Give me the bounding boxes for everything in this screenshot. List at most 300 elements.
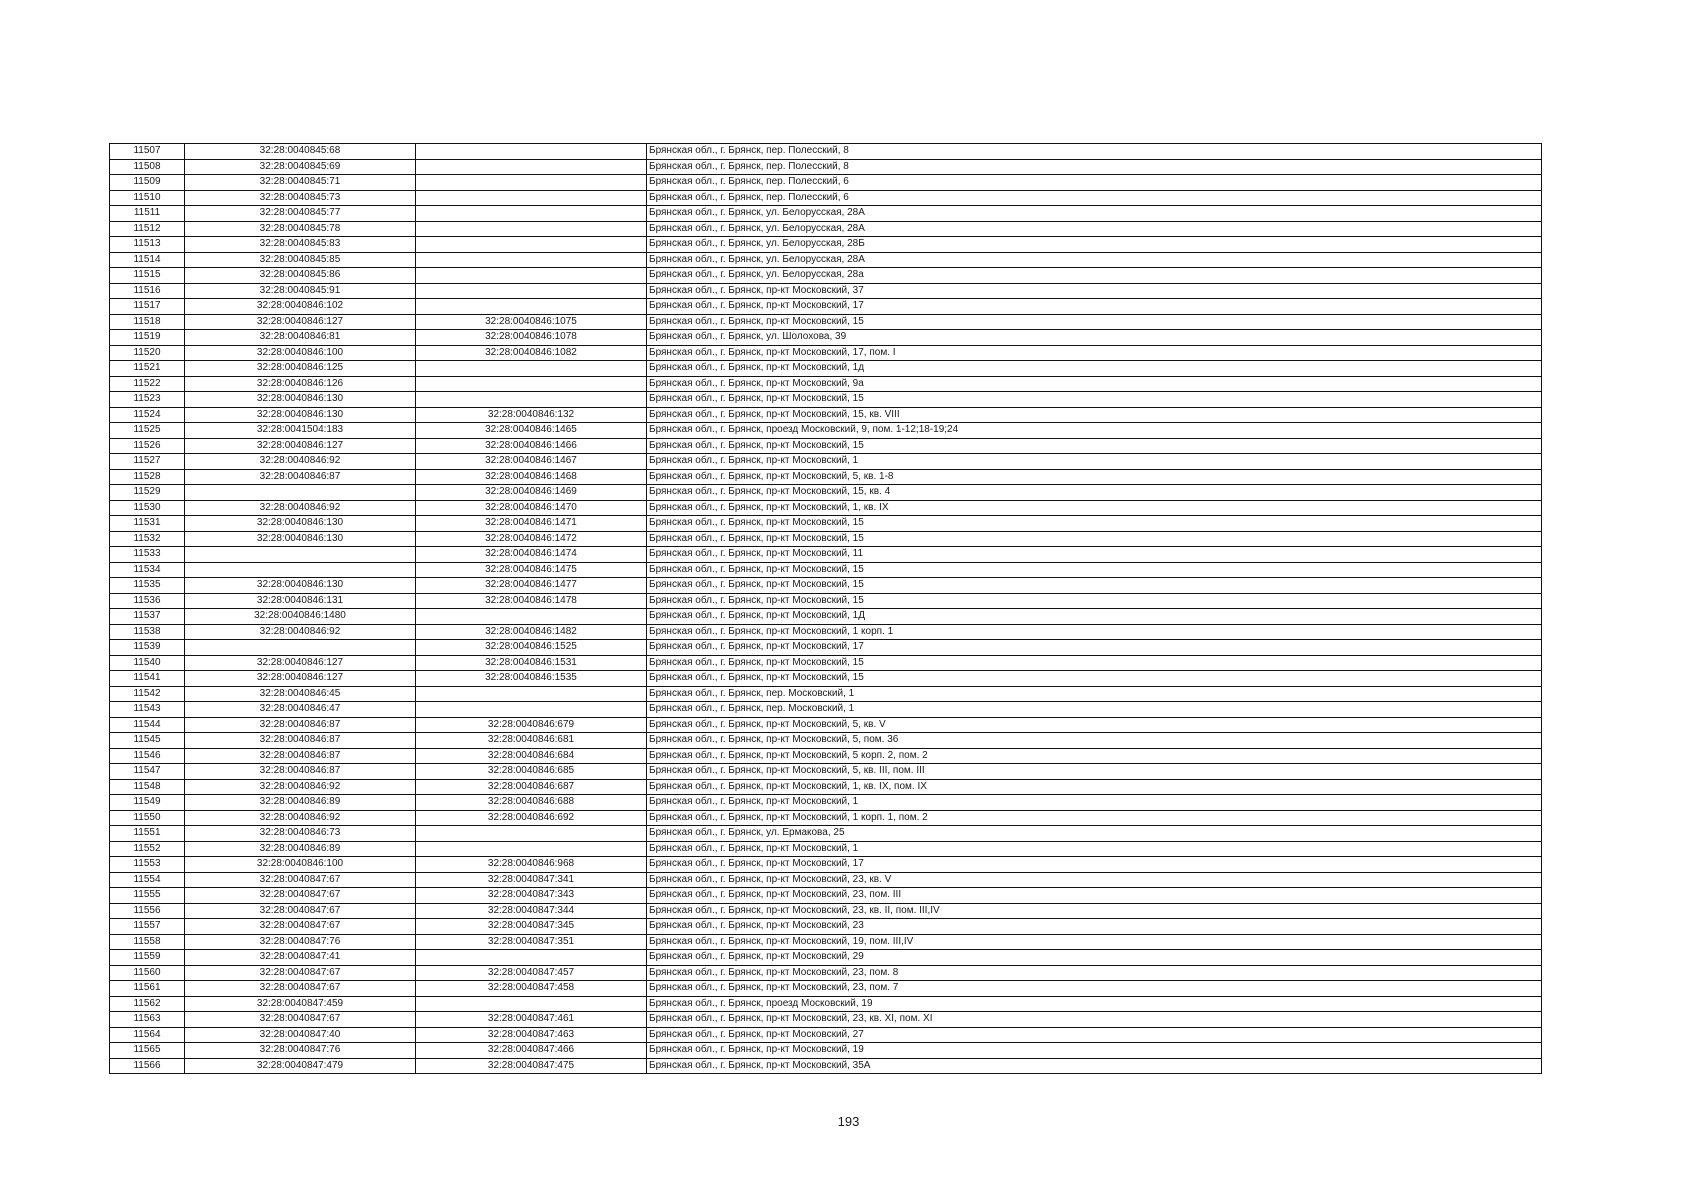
land-parcel-number-cell: 32:28:0040845:91 [185,283,416,299]
object-number-cell: 32:28:0040846:1467 [416,454,647,470]
land-parcel-number-cell: 32:28:0040845:73 [185,190,416,206]
land-parcel-number-cell: 32:28:0040847:40 [185,1027,416,1043]
land-parcel-number-cell: 32:28:0040845:77 [185,206,416,222]
address-cell: Брянская обл., г. Брянск, ул. Белорусская, 28Б [647,237,1542,253]
table-row [110,392,1542,408]
object-number-cell: 32:28:0040846:1075 [416,314,647,330]
row-number-cell: 11563 [110,1012,185,1028]
object-number-cell: 32:28:0040847:345 [416,919,647,935]
land-parcel-number-cell: 32:28:0040846:127 [185,314,416,330]
address-cell: Брянская обл., г. Брянск, ул. Белорусская, 28А [647,221,1542,237]
land-parcel-number-cell: 32:28:0040845:86 [185,268,416,284]
address-cell: Брянская обл., г. Брянск, пр-кт Московский, 17 [647,857,1542,873]
object-number-cell: 32:28:0040846:1478 [416,593,647,609]
table-row [110,361,1542,377]
object-number-cell [416,190,647,206]
land-parcel-number-cell: 32:28:0040846:130 [185,392,416,408]
land-parcel-number-cell: 32:28:0040846:130 [185,578,416,594]
object-number-cell: 32:28:0040846:1475 [416,562,647,578]
address-cell: Брянская обл., г. Брянск, пр-кт Московский, 23, пом. 8 [647,965,1542,981]
table-row [110,423,1542,439]
table-row [110,578,1542,594]
land-parcel-number-cell: 32:28:0040846:47 [185,702,416,718]
object-number-cell [416,841,647,857]
row-number-cell: 11543 [110,702,185,718]
land-parcel-number-cell: 32:28:0040846:1480 [185,609,416,625]
address-cell: Брянская обл., г. Брянск, пр-кт Московский, 37 [647,283,1542,299]
row-number-cell: 11525 [110,423,185,439]
address-cell: Брянская обл., г. Брянск, пр-кт Московский, 1 [647,795,1542,811]
object-number-cell: 32:28:0040846:1082 [416,345,647,361]
object-number-cell [416,206,647,222]
row-number-cell: 11562 [110,996,185,1012]
land-parcel-number-cell: 32:28:0040846:131 [185,593,416,609]
row-number-cell: 11523 [110,392,185,408]
table-row [110,547,1542,563]
table-row [110,221,1542,237]
table-row [110,283,1542,299]
address-cell: Брянская обл., г. Брянск, пр-кт Московский, 11 [647,547,1542,563]
table-row [110,144,1542,160]
object-number-cell: 32:28:0040846:684 [416,748,647,764]
page-number: 193 [837,1114,860,1129]
table-row [110,500,1542,516]
row-number-cell: 11515 [110,268,185,284]
land-parcel-number-cell: 32:28:0040847:76 [185,934,416,950]
land-parcel-number-cell: 32:28:0040846:87 [185,748,416,764]
table-row [110,717,1542,733]
row-number-cell: 11533 [110,547,185,563]
address-cell: Брянская обл., г. Брянск, пер. Полесский, 6 [647,190,1542,206]
row-number-cell: 11539 [110,640,185,656]
address-cell: Брянская обл., г. Брянск, пр-кт Московский, 15, кв. 4 [647,485,1542,501]
land-parcel-number-cell: 32:28:0040846:130 [185,531,416,547]
object-number-cell: 32:28:0040847:466 [416,1043,647,1059]
address-cell: Брянская обл., г. Брянск, проезд Московский, 19 [647,996,1542,1012]
table-row [110,888,1542,904]
row-number-cell: 11517 [110,299,185,315]
table-row [110,795,1542,811]
land-parcel-number-cell: 32:28:0040846:127 [185,655,416,671]
table-row [110,454,1542,470]
object-number-cell [416,361,647,377]
row-number-cell: 11564 [110,1027,185,1043]
address-cell: Брянская обл., г. Брянск, пр-кт Московский, 19 [647,1043,1542,1059]
object-number-cell: 32:28:0040846:1525 [416,640,647,656]
table-row [110,407,1542,423]
table-row [110,655,1542,671]
row-number-cell: 11527 [110,454,185,470]
object-number-cell: 32:28:0040847:458 [416,981,647,997]
object-number-cell: 32:28:0040846:1477 [416,578,647,594]
data-table [109,143,1542,1074]
row-number-cell: 11555 [110,888,185,904]
row-number-cell: 11518 [110,314,185,330]
table-row [110,903,1542,919]
land-parcel-number-cell: 32:28:0040846:89 [185,841,416,857]
object-number-cell [416,826,647,842]
table-row [110,702,1542,718]
row-number-cell: 11558 [110,934,185,950]
address-cell: Брянская обл., г. Брянск, пр-кт Московский, 23, пом. III [647,888,1542,904]
address-cell: Брянская обл., г. Брянск, пр-кт Московский, 1, кв. IX [647,500,1542,516]
land-parcel-number-cell: 32:28:0040846:92 [185,454,416,470]
object-number-cell: 32:28:0040846:681 [416,733,647,749]
land-parcel-number-cell: 32:28:0040847:479 [185,1058,416,1074]
land-parcel-number-cell: 32:28:0040846:100 [185,857,416,873]
row-number-cell: 11519 [110,330,185,346]
object-number-cell [416,175,647,191]
land-parcel-number-cell: 32:28:0040846:87 [185,469,416,485]
address-cell: Брянская обл., г. Брянск, пр-кт Московский, 15, кв. VIII [647,407,1542,423]
land-parcel-number-cell: 32:28:0040846:92 [185,624,416,640]
address-cell: Брянская обл., г. Брянск, пр-кт Московский, 23, кв. II, пом. III,IV [647,903,1542,919]
land-parcel-number-cell: 32:28:0040846:100 [185,345,416,361]
land-parcel-number-cell: 32:28:0040846:92 [185,810,416,826]
land-parcel-number-cell: 32:28:0040847:67 [185,965,416,981]
table-row [110,934,1542,950]
object-number-cell: 32:28:0040846:1531 [416,655,647,671]
row-number-cell: 11535 [110,578,185,594]
land-parcel-number-cell [185,485,416,501]
row-number-cell: 11522 [110,376,185,392]
land-parcel-number-cell: 32:28:0040845:78 [185,221,416,237]
row-number-cell: 11511 [110,206,185,222]
land-parcel-number-cell: 32:28:0040846:92 [185,500,416,516]
row-number-cell: 11510 [110,190,185,206]
object-number-cell [416,159,647,175]
row-number-cell: 11536 [110,593,185,609]
address-cell: Брянская обл., г. Брянск, проезд Московский, 9, пом. 1-12;18-19;24 [647,423,1542,439]
row-number-cell: 11530 [110,500,185,516]
object-number-cell [416,283,647,299]
row-number-cell: 11508 [110,159,185,175]
object-number-cell [416,299,647,315]
address-cell: Брянская обл., г. Брянск, пр-кт Московский, 1Д [647,609,1542,625]
table-row [110,748,1542,764]
address-cell: Брянская обл., г. Брянск, пр-кт Московский, 15 [647,314,1542,330]
object-number-cell: 32:28:0040846:1469 [416,485,647,501]
row-number-cell: 11520 [110,345,185,361]
object-number-cell [416,376,647,392]
row-number-cell: 11550 [110,810,185,826]
table-row [110,531,1542,547]
table-row [110,671,1542,687]
land-parcel-number-cell: 32:28:0040846:87 [185,733,416,749]
row-number-cell: 11542 [110,686,185,702]
land-parcel-number-cell: 32:28:0040846:73 [185,826,416,842]
table-row [110,562,1542,578]
object-number-cell [416,252,647,268]
object-number-cell [416,950,647,966]
table-row [110,640,1542,656]
address-cell: Брянская обл., г. Брянск, пр-кт Московский, 15 [647,578,1542,594]
land-parcel-number-cell: 32:28:0040847:67 [185,1012,416,1028]
object-number-cell: 32:28:0040846:1468 [416,469,647,485]
object-number-cell [416,702,647,718]
address-cell: Брянская обл., г. Брянск, пр-кт Московский, 19, пом. III,IV [647,934,1542,950]
address-cell: Брянская обл., г. Брянск, пр-кт Московский, 23, кв. XI, пом. XI [647,1012,1542,1028]
row-number-cell: 11514 [110,252,185,268]
address-cell: Брянская обл., г. Брянск, пр-кт Московский, 1 [647,454,1542,470]
row-number-cell: 11507 [110,144,185,160]
row-number-cell: 11532 [110,531,185,547]
table-row [110,872,1542,888]
row-number-cell: 11549 [110,795,185,811]
table-row [110,996,1542,1012]
land-parcel-number-cell: 32:28:0040846:127 [185,671,416,687]
object-number-cell: 32:28:0040846:1471 [416,516,647,532]
table-row [110,438,1542,454]
row-number-cell: 11548 [110,779,185,795]
address-cell: Брянская обл., г. Брянск, пр-кт Московский, 17, пом. I [647,345,1542,361]
object-number-cell [416,609,647,625]
object-number-cell: 32:28:0040846:968 [416,857,647,873]
row-number-cell: 11560 [110,965,185,981]
object-number-cell: 32:28:0040846:1078 [416,330,647,346]
address-cell: Брянская обл., г. Брянск, пр-кт Московский, 5 корп. 2, пом. 2 [647,748,1542,764]
address-cell: Брянская обл., г. Брянск, ул. Белорусская, 28А [647,206,1542,222]
row-number-cell: 11512 [110,221,185,237]
row-number-cell: 11557 [110,919,185,935]
row-number-cell: 11529 [110,485,185,501]
land-parcel-number-cell: 32:28:0040845:68 [185,144,416,160]
address-cell: Брянская обл., г. Брянск, пер. Московский, 1 [647,686,1542,702]
address-cell: Брянская обл., г. Брянск, пр-кт Московский, 15 [647,593,1542,609]
table-row [110,1058,1542,1074]
object-number-cell: 32:28:0040847:341 [416,872,647,888]
address-cell: Брянская обл., г. Брянск, пр-кт Московский, 17 [647,640,1542,656]
table-row [110,919,1542,935]
object-number-cell: 32:28:0040847:461 [416,1012,647,1028]
table-row [110,299,1542,315]
address-cell: Брянская обл., г. Брянск, пр-кт Московский, 1д [647,361,1542,377]
land-parcel-number-cell: 32:28:0040847:67 [185,888,416,904]
object-number-cell: 32:28:0040846:692 [416,810,647,826]
row-number-cell: 11551 [110,826,185,842]
land-parcel-number-cell: 32:28:0040847:67 [185,981,416,997]
table-row [110,376,1542,392]
row-number-cell: 11559 [110,950,185,966]
row-number-cell: 11509 [110,175,185,191]
object-number-cell: 32:28:0040846:1535 [416,671,647,687]
object-number-cell: 32:28:0040846:1470 [416,500,647,516]
land-parcel-number-cell: 32:28:0040846:45 [185,686,416,702]
row-number-cell: 11528 [110,469,185,485]
table-row [110,345,1542,361]
land-parcel-number-cell: 32:28:0040846:87 [185,717,416,733]
address-cell: Брянская обл., г. Брянск, пр-кт Московский, 15 [647,392,1542,408]
object-number-cell: 32:28:0040846:688 [416,795,647,811]
table-row [110,857,1542,873]
object-number-cell: 32:28:0040847:475 [416,1058,647,1074]
row-number-cell: 11531 [110,516,185,532]
land-parcel-number-cell: 32:28:0040847:41 [185,950,416,966]
row-number-cell: 11553 [110,857,185,873]
table-row [110,810,1542,826]
land-parcel-number-cell: 32:28:0040847:67 [185,903,416,919]
land-parcel-number-cell: 32:28:0040846:127 [185,438,416,454]
address-cell: Брянская обл., г. Брянск, пр-кт Московский, 17 [647,299,1542,315]
land-parcel-number-cell: 32:28:0040846:130 [185,516,416,532]
table-row [110,268,1542,284]
table-row [110,252,1542,268]
table-row [110,1027,1542,1043]
land-parcel-number-cell: 32:28:0040846:92 [185,779,416,795]
address-cell: Брянская обл., г. Брянск, пр-кт Московский, 5, кв. 1-8 [647,469,1542,485]
row-number-cell: 11521 [110,361,185,377]
address-cell: Брянская обл., г. Брянск, пр-кт Московский, 15 [647,671,1542,687]
land-parcel-number-cell [185,640,416,656]
land-parcel-number-cell: 32:28:0040847:76 [185,1043,416,1059]
address-cell: Брянская обл., г. Брянск, пр-кт Московский, 9а [647,376,1542,392]
row-number-cell: 11537 [110,609,185,625]
land-parcel-number-cell: 32:28:0040846:81 [185,330,416,346]
table-row [110,175,1542,191]
address-cell: Брянская обл., г. Брянск, пер. Полесский, 8 [647,144,1542,160]
address-cell: Брянская обл., г. Брянск, ул. Белорусская, 28а [647,268,1542,284]
land-parcel-number-cell: 32:28:0040846:125 [185,361,416,377]
land-parcel-number-cell: 32:28:0041504:183 [185,423,416,439]
row-number-cell: 11540 [110,655,185,671]
object-number-cell [416,686,647,702]
object-number-cell: 32:28:0040846:132 [416,407,647,423]
table-row [110,206,1542,222]
object-number-cell: 32:28:0040847:344 [416,903,647,919]
table-row [110,159,1542,175]
row-number-cell: 11513 [110,237,185,253]
row-number-cell: 11538 [110,624,185,640]
table-row [110,190,1542,206]
address-cell: Брянская обл., г. Брянск, пр-кт Московский, 35А [647,1058,1542,1074]
row-number-cell: 11552 [110,841,185,857]
object-number-cell [416,268,647,284]
object-number-cell [416,392,647,408]
address-cell: Брянская обл., г. Брянск, ул. Белорусская, 28А [647,252,1542,268]
address-cell: Брянская обл., г. Брянск, пер. Московский, 1 [647,702,1542,718]
table-row [110,516,1542,532]
land-parcel-number-cell: 32:28:0040845:83 [185,237,416,253]
table-row [110,485,1542,501]
address-cell: Брянская обл., г. Брянск, пр-кт Московский, 1 корп. 1, пом. 2 [647,810,1542,826]
land-parcel-number-cell: 32:28:0040845:71 [185,175,416,191]
address-cell: Брянская обл., г. Брянск, ул. Ермакова, 25 [647,826,1542,842]
object-number-cell [416,144,647,160]
table-row [110,841,1542,857]
table-row [110,314,1542,330]
table-row [110,1043,1542,1059]
object-number-cell: 32:28:0040846:1465 [416,423,647,439]
address-cell: Брянская обл., г. Брянск, пр-кт Московский, 1 корп. 1 [647,624,1542,640]
row-number-cell: 11534 [110,562,185,578]
table-row [110,686,1542,702]
object-number-cell: 32:28:0040846:687 [416,779,647,795]
table-row [110,965,1542,981]
land-parcel-number-cell: 32:28:0040845:69 [185,159,416,175]
address-cell: Брянская обл., г. Брянск, пр-кт Московский, 15 [647,531,1542,547]
address-cell: Брянская обл., г. Брянск, пр-кт Московский, 5, пом. 36 [647,733,1542,749]
land-parcel-number-cell: 32:28:0040846:130 [185,407,416,423]
address-cell: Брянская обл., г. Брянск, пр-кт Московский, 15 [647,438,1542,454]
address-cell: Брянская обл., г. Брянск, пр-кт Московский, 5, кв. III, пом. III [647,764,1542,780]
row-number-cell: 11547 [110,764,185,780]
land-parcel-number-cell: 32:28:0040847:67 [185,872,416,888]
object-number-cell: 32:28:0040846:685 [416,764,647,780]
address-cell: Брянская обл., г. Брянск, пр-кт Московский, 15 [647,655,1542,671]
object-number-cell: 32:28:0040847:351 [416,934,647,950]
row-number-cell: 11544 [110,717,185,733]
object-number-cell: 32:28:0040847:463 [416,1027,647,1043]
object-number-cell: 32:28:0040846:679 [416,717,647,733]
address-cell: Брянская обл., г. Брянск, пр-кт Московский, 15 [647,562,1542,578]
land-parcel-number-cell: 32:28:0040847:459 [185,996,416,1012]
address-cell: Брянская обл., г. Брянск, пр-кт Московский, 23, пом. 7 [647,981,1542,997]
address-cell: Брянская обл., г. Брянск, пр-кт Московский, 1, кв. IX, пом. IX [647,779,1542,795]
object-number-cell: 32:28:0040847:343 [416,888,647,904]
address-cell: Брянская обл., г. Брянск, пр-кт Московский, 5, кв. V [647,717,1542,733]
address-cell: Брянская обл., г. Брянск, пр-кт Московский, 27 [647,1027,1542,1043]
object-number-cell: 32:28:0040846:1472 [416,531,647,547]
land-parcel-number-cell [185,547,416,563]
address-cell: Брянская обл., г. Брянск, пр-кт Московский, 1 [647,841,1542,857]
table-row [110,609,1542,625]
land-parcel-number-cell: 32:28:0040847:67 [185,919,416,935]
object-number-cell: 32:28:0040846:1474 [416,547,647,563]
object-number-cell [416,237,647,253]
row-number-cell: 11546 [110,748,185,764]
row-number-cell: 11565 [110,1043,185,1059]
row-number-cell: 11545 [110,733,185,749]
land-parcel-number-cell: 32:28:0040846:89 [185,795,416,811]
table-row [110,764,1542,780]
table-row [110,593,1542,609]
table-row [110,733,1542,749]
table-row [110,330,1542,346]
address-cell: Брянская обл., г. Брянск, пр-кт Московский, 23 [647,919,1542,935]
table-row [110,950,1542,966]
object-number-cell: 32:28:0040846:1482 [416,624,647,640]
table-row [110,624,1542,640]
row-number-cell: 11554 [110,872,185,888]
row-number-cell: 11561 [110,981,185,997]
address-cell: Брянская обл., г. Брянск, пер. Полесский, 8 [647,159,1542,175]
object-number-cell [416,996,647,1012]
land-parcel-number-cell: 32:28:0040846:126 [185,376,416,392]
object-number-cell: 32:28:0040846:1466 [416,438,647,454]
row-number-cell: 11524 [110,407,185,423]
land-parcel-number-cell: 32:28:0040846:102 [185,299,416,315]
address-cell: Брянская обл., г. Брянск, пр-кт Московский, 15 [647,516,1542,532]
table-row [110,469,1542,485]
table-row [110,779,1542,795]
table-row [110,1012,1542,1028]
table-row [110,237,1542,253]
row-number-cell: 11566 [110,1058,185,1074]
table-body [110,144,1542,1074]
object-number-cell [416,221,647,237]
address-cell: Брянская обл., г. Брянск, пер. Полесский, 6 [647,175,1542,191]
address-cell: Брянская обл., г. Брянск, пр-кт Московский, 23, кв. V [647,872,1542,888]
row-number-cell: 11541 [110,671,185,687]
address-cell: Брянская обл., г. Брянск, пр-кт Московский, 29 [647,950,1542,966]
object-number-cell: 32:28:0040847:457 [416,965,647,981]
row-number-cell: 11526 [110,438,185,454]
table-row [110,826,1542,842]
table-row [110,981,1542,997]
land-parcel-number-cell [185,562,416,578]
land-parcel-number-cell: 32:28:0040846:87 [185,764,416,780]
address-cell: Брянская обл., г. Брянск, ул. Шолохова, 39 [647,330,1542,346]
